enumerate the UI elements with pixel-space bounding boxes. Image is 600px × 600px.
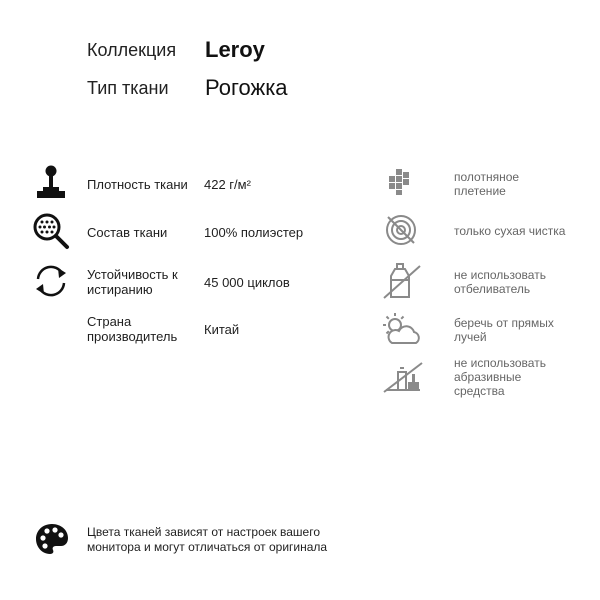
no-bleach-icon: [382, 262, 422, 300]
care-item-weave: [454, 170, 519, 198]
rotate-arrows-icon: [32, 264, 70, 298]
composition-label: Состав ткани: [87, 225, 168, 240]
care-item-no-bleach: [454, 268, 546, 296]
gauge-icon: [34, 164, 68, 200]
abrasion-label-line2: истиранию: [87, 282, 153, 297]
footer-note-line1: Цвета тканей зависят от настроек вашего: [87, 525, 321, 539]
care-weave-line1: полотняное: [454, 170, 520, 184]
density-value: 422 г/м²: [204, 177, 251, 192]
collection-value: Leroy: [205, 37, 265, 62]
no-abrasive-icon: [382, 360, 424, 394]
care-item-no-abrasive: [454, 356, 546, 398]
magnifier-icon: [32, 212, 70, 250]
abrasion-label-line1: Устойчивость к: [87, 267, 178, 282]
care-sun-line2: лучей: [454, 330, 487, 344]
care-item-dry-clean: [454, 224, 565, 238]
care-weave-line2: плетение: [454, 184, 506, 198]
country-label-line1: Страна: [87, 314, 132, 329]
composition-value: 100% полиэстер: [204, 225, 304, 240]
care-no-bleach-line2: отбеливатель: [454, 282, 531, 296]
country-label-line2: производитель: [87, 329, 178, 344]
care-no-abrasive-line1: не использовать: [454, 356, 546, 370]
fabric-type-label: Тип ткани: [87, 78, 169, 98]
care-no-abrasive-line2: абразивные: [454, 370, 522, 384]
footer-note: [87, 525, 327, 555]
footer-note-line2: монитора и могут отличаться от оригинала: [87, 540, 328, 554]
care-no-bleach-line1: не использовать: [454, 268, 546, 282]
collection-label: Коллекция: [87, 40, 177, 60]
density-label: Плотность ткани: [87, 177, 188, 192]
fabric-type-value: Рогожка: [205, 75, 288, 100]
sun-cloud-icon: [382, 312, 422, 346]
dry-clean-icon: [384, 213, 418, 247]
abrasion-value: 45 000 циклов: [204, 275, 290, 290]
country-value: Китай: [204, 322, 240, 337]
care-item-sun: [454, 316, 554, 344]
abrasion-label: [87, 267, 178, 297]
care-no-abrasive-line3: средства: [454, 384, 505, 398]
care-dry-clean-line1: только сухая чистка: [454, 224, 566, 238]
palette-icon: [34, 522, 70, 556]
care-sun-line1: беречь от прямых: [454, 316, 554, 330]
country-label: [87, 314, 177, 344]
plain-weave-icon: [386, 168, 414, 196]
